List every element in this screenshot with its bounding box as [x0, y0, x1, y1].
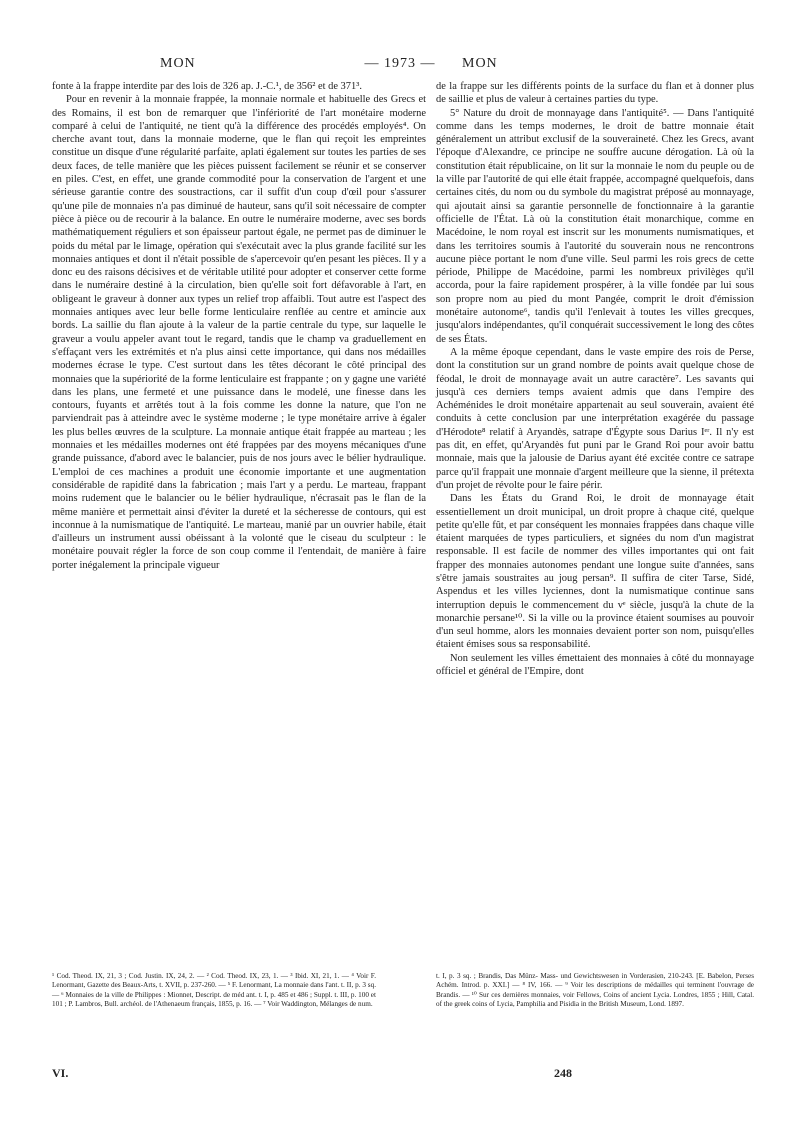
footnotes-right: t. I, p. 3 sq. ; Brandis, Das Münz- Mass- und Gewichtswesen in Vorderasien, 210-243. [E. Babelon, Perses Achém. Introd. p. XXI.] — ⁸ IV, 166. — ⁹ Voir les descriptions de médailles qui terminent l'ouvrage de Brandis. — ¹⁰ Sur ces dernières monnaies, voir Fellows, Coins of ancient Lycia. Londres, 1855 ; Hill, Catal. of the greek coins of Lycia, Pamphilia and Pisidia in the British Museum, Lond. 1897. — [436, 972, 754, 1009]
signature-mark: VI. — [52, 1066, 69, 1080]
paragraph: de la frappe sur les différents points de la surface du flan et à donner plus de saillie et plus de valeur à certaines parties du type. — [436, 81, 754, 106]
right-column — [436, 80, 754, 678]
paragraph: Dans les États du Grand Roi, le droit de monnayage était essentiellement un droit municipal, un droit propre à chaque cité, quelque petite qu'elle fût, et par conséquent les monnaies frappées dans chaque ville étaient marquées de types particuliers, et signées du nom d'un magistrat responsable. Il est facile de nommer des villes importantes qui ont fait frapper des monnaies autonomes pendant une longue suite d'années, sans s'être jamais soustraites au joug persan⁹. Il suffira de citer Tarse, Sidé, Aspendus et les villes lyciennes, dont la numismatique continue sans interruption depuis le commencement du vᵉ siècle, jusqu'à la chute de la monarchie persane¹⁰. Si la ville ou la province étaient soumises au pouvoir d'un seul homme, alors les monnaies devaient porter son nom, puisqu'elles étaient émises sous sa responsabilité. — [436, 493, 754, 651]
running-head-left: MON — [160, 56, 196, 71]
paragraph: 5° Nature du droit de monnayage dans l'antiquité⁵. — Dans l'antiquité comme dans les temps modernes, le droit de battre monnaie était généralement un attribut exclusif de la souveraineté. Chez les Grecs, avant l'époque d'Alexandre, ce principe ne souffre aucune dérogation. Là où la constitution était républicaine, on lit sur la monnaie le nom du peuple ou de la ville par l'autorité de qui elle était frappée, accompagné quelquefois, dans certaines cités, du nom ou du symbole du magistrat préposé au monnayage, qui ajoutait ainsi sa garantie personnelle de fonctionnaire à la garantie officielle de l'État. Là où la constitution était monarchique, comme en Macédoine, le nom royal est inscrit sur les monuments numismatiques, et dans les territoires soumis à l'autorité du souverain nous ne rencontrons aucune pièce portant le nom d'une ville. Seul parmi les rois grecs de cette période, Philippe de Macédoine, parmi les nombreux privilèges qu'il accorda, pour la faire rapidement prospérer, à la ville fondée par lui sous son propre nom au pied du mont Pangée, comprit le droit d'émission monétaire autonome⁶, tandis qu'il l'enlevait à toutes les villes grecques, jusqu'alors indépendantes, qu'il conquérait successivement le long des côtes de ses États. — [436, 107, 754, 345]
paragraph: Pour en revenir à la monnaie frappée, la monnaie normale et habituelle des Grecs et des Romains, il est bon de remarquer que l'infériorité de l'art monétaire moderne comparé à celui de l'antiquité, ne tient qu'à la différence des procédés employés⁴. On cherche avant tout, dans la monnaie moderne, que le flan qui reçoit les empreintes constitue un disque d'une régularité parfaite, aplati également sur toutes les parties de ses deux faces, de telle manière que les pièces puissent facilement se réunir et se conserver en piles. C'est, en effet, une grande commodité pour la conservation de l'argent et une sérieuse garantie contre des soustractions, car il suffit d'un coup d'œil pour s'assurer qu'une pile de monnaies n'a pas diminué de hauteur, sans qu'il soit nécessaire de compter pièce à pièce ou de recourir à la balance. En outre le numéraire moderne, avec ses bords mathématiquement réguliers et son épaisseur partout égale, ne permet pas de diminuer le poids du métal par le limage, opération qui s'exécutait avec la plus grande facilité sur les monnaies antiques et dont il n'était possible de s'apercevoir qu'en pesant les pièces. Il y a donc eu des raisons décisives et de véritable utilité pour adopter et conserver cette forme dans le numéraire destiné à la circulation, bien qu'elle soit fort défavorable à l'art, en obligeant le graveur à donner aux types un relief trop affaibli. Tout autre est l'aspect des monnaies antiques avec leur belle forme lenticulaire renflée au centre et amincie aux bords. La saillie du flan ajoute à la valeur de la partie centrale du type, sur laquelle le graveur a voulu appeler avant tout le regard, tandis que le champ va graduellement en s'effaçant vers les extrémités et n'a plus ainsi cette importance, qui dans nos médailles modernes écrase le type. C'est surtout dans les têtes décorant le côté principal des monnaies que la supériorité de la forme lenticulaire est frappante ; on y gagne une variété dans les plans, une fermeté et une puissance dans le modelé, une finesse dans les contours, fuyants et arrêtés tout à la fois comme les donne la nature, que l'on ne parviendrait pas à atteindre avec le système moderne ; le type monétaire arrive à égaler les plus belles œuvres de la sculpture. La monnaie antique était frappée au marteau ; les monnaies et les médailles modernes ont été frappées par des moyens mécaniques d'une grande puissance, d'abord avec le balancier, puis de nos jours avec le bélier hydraulique. L'emploi de ces machines a produit une économie importante et une augmentation considérable de rapidité dans la fabrication ; mais l'art y a perdu. Le marteau, frappant moins rudement que le balancier ou le bélier hydraulique, n'écrasait pas le flan de la même manière et permettait ainsi d'éviter la dureté et la sécheresse de contours, qui est inconnue à la numismatique de l'antiquité. Le marteau, manié par un ouvrier habile, était d'ailleurs un instrument aussi obéissant à la volonté que le ciseau du sculpteur : le monétaire pouvait régler la force de son coup comme il l'entendait, de manière à faire porter inégalement la principale vigueur — [52, 94, 426, 571]
sheet-number: 248 — [554, 1066, 572, 1080]
paragraph: A la même époque cependant, dans le vaste empire des rois de Perse, dont la constitution sur un grand nombre de points avait quelque chose de féodal, le droit de monnayage avait un autre caractère⁷. Les savants qui jusqu'à ces derniers temps avaient admis que dans l'empire des Achéménides le droit monétaire appartenait au seul souverain, avaient été conduits à cette conclusion par une interprétation exagérée du passage d'Hérodote⁸ relatif à Aryandès, satrape d'Égypte sous Darius Iᵉʳ. Il n'y est pas dit, en effet, qu'Aryandès fut puni par le Grand Roi pour avoir battu monnaie, mais que la jalousie de Darius ayant été excitée contre ce satrape parce qu'il frappait une monnaie d'argent meilleure que la sienne, il prétexta d'un projet de révolte pour le faire périr. — [436, 346, 754, 491]
footnotes-left: ¹ Cod. Theod. IX, 21, 3 ; Cod. Justin. IX, 24, 2. — ² Cod. Theod. IX, 23, 1. — ³ Ibid. XI, 21, 1. — ⁴ Voir F. Lenormant, Gazette des Beaux-Arts, t. XVII, p. 237-260. — ⁵ F. Lenormant, La monnaie dans l'ant. t. II, p. 3 sq. — ⁶ Monnaies de la ville de Philippes : Mionnet, Descript. de méd ant. t. I, p. 485 et 486 ; Suppl. t. III, p. 100 et 101 ; P. Lambros, Bull. archéol. de l'Athenaeum français, 1855, p. 16. — ⁷ Voir Waddington, Mélanges de num. — [52, 972, 376, 1009]
running-head-right: MON — [462, 56, 498, 71]
paragraph: Non seulement les villes émettaient des monnaies à côté du monnayage officiel et général de l'Empire, dont — [436, 652, 754, 678]
paragraph: fonte à la frappe interdite par des lois de 326 ap. J.-C.¹, de 356² et de 371³. — [52, 81, 362, 92]
page-number: — 1973 — — [364, 56, 436, 71]
left-column — [52, 80, 426, 572]
page-header — [0, 56, 800, 76]
